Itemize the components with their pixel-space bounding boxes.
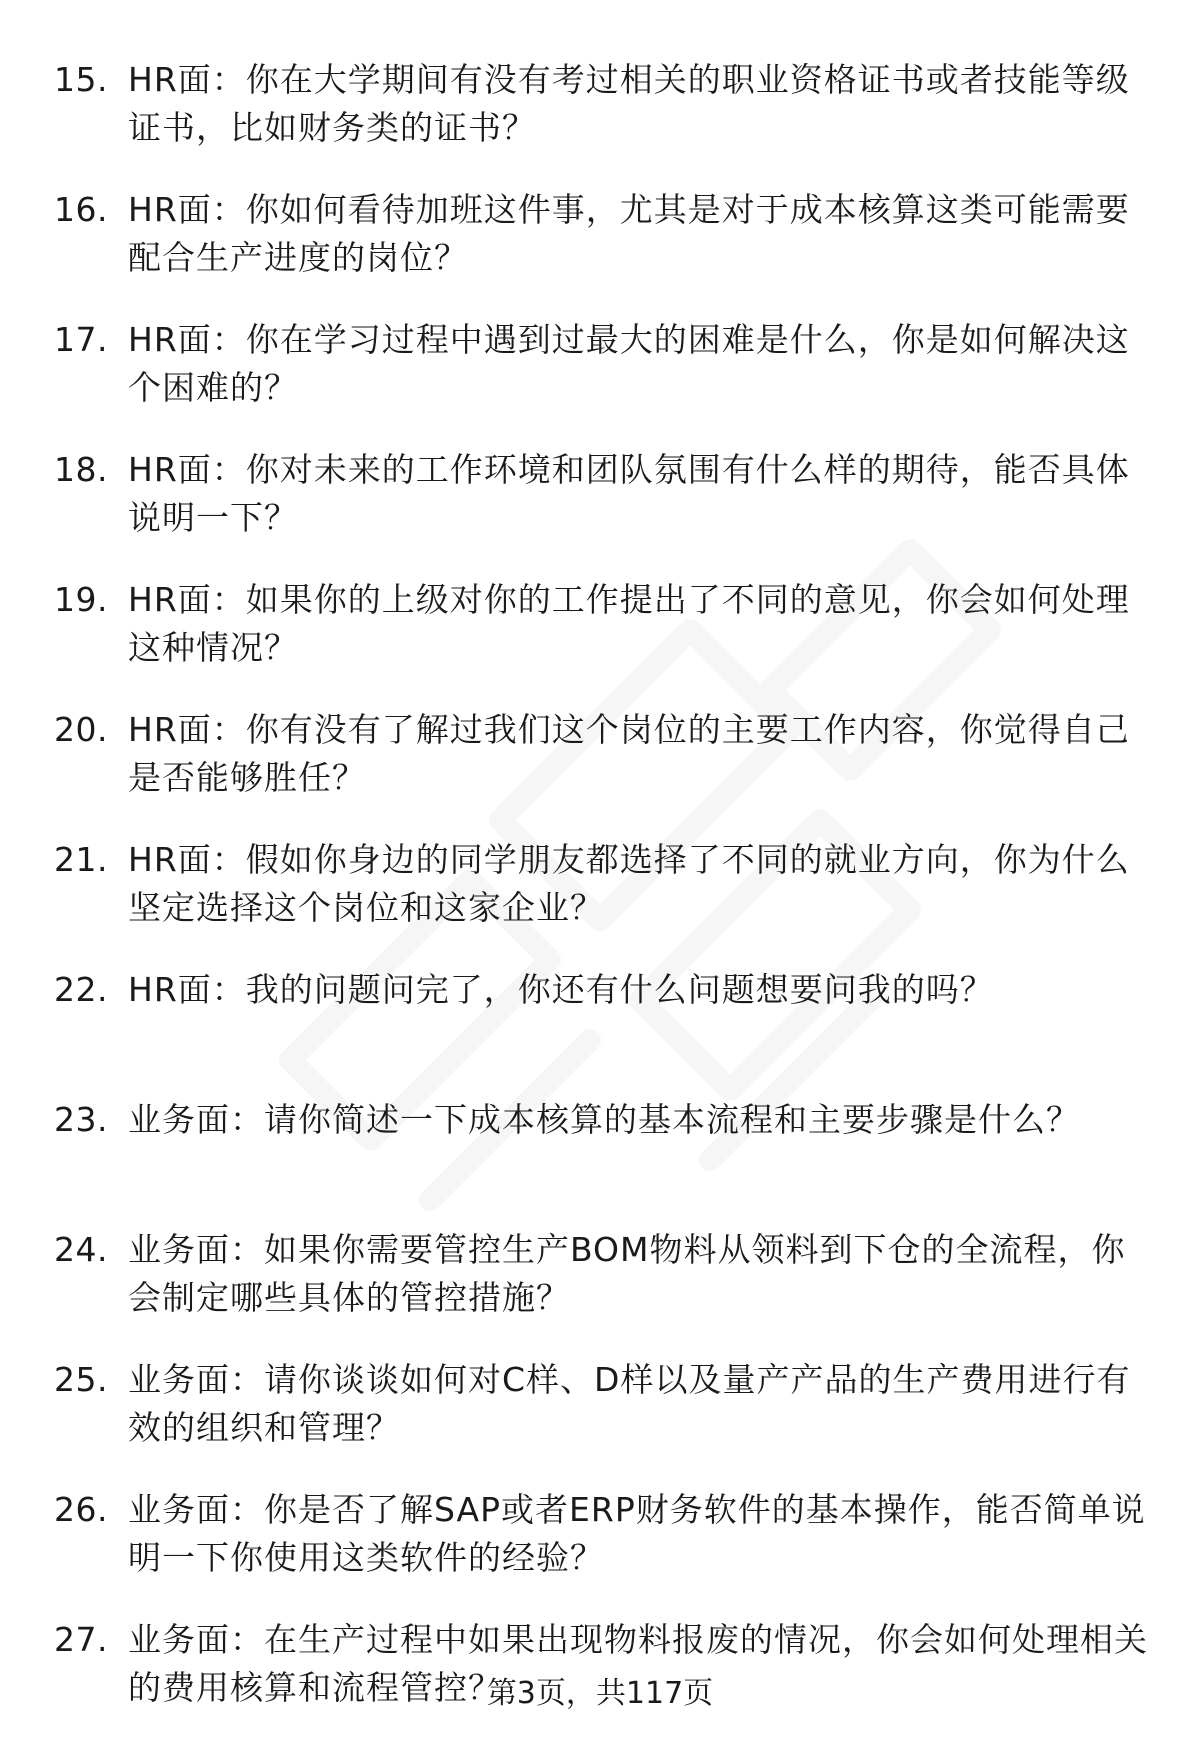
question-text: HR面：假如你身边的同学朋友都选择了不同的就业方向，你为什么坚定选择这个岗位和这家企业？ xyxy=(128,840,1130,927)
question-text: 业务面：在生产过程中如果出现物料报废的情况，你会如何处理相关的费用核算和流程管控？ xyxy=(128,1620,1148,1707)
question-number: 21. xyxy=(54,840,108,879)
question-item xyxy=(0,446,1200,576)
question-text: 业务面：请你谈谈如何对C样、D样以及量产产品的生产费用进行有效的组织和管理？ xyxy=(128,1360,1131,1447)
question-item xyxy=(0,836,1200,966)
question-item xyxy=(0,706,1200,836)
question-item xyxy=(0,186,1200,316)
question-text: 业务面：请你简述一下成本核算的基本流程和主要步骤是什么？ xyxy=(128,1100,1080,1139)
question-number: 27. xyxy=(54,1620,108,1659)
question-text: HR面：你如何看待加班这件事，尤其是对于成本核算这类可能需要配合生产进度的岗位？ xyxy=(128,190,1130,277)
question-text: HR面：如果你的上级对你的工作提出了不同的意见，你会如何处理这种情况？ xyxy=(128,580,1130,667)
question-number: 24. xyxy=(54,1230,108,1269)
question-text: 业务面：你是否了解SAP或者ERP财务软件的基本操作，能否简单说明一下你使用这类软件的经验？ xyxy=(128,1490,1146,1577)
question-text: HR面：你有没有了解过我们这个岗位的主要工作内容，你觉得自己是否能够胜任？ xyxy=(128,710,1130,797)
question-number: 26. xyxy=(54,1490,108,1529)
question-number: 22. xyxy=(54,970,108,1009)
question-item xyxy=(0,576,1200,706)
question-number: 23. xyxy=(54,1100,108,1139)
question-item xyxy=(0,966,1200,1096)
question-text: 业务面：如果你需要管控生产BOM物料从领料到下仓的全流程，你会制定哪些具体的管控措施？ xyxy=(128,1230,1126,1317)
question-text: HR面：你对未来的工作环境和团队氛围有什么样的期待，能否具体说明一下？ xyxy=(128,450,1130,537)
question-text: HR面：你在学习过程中遇到过最大的困难是什么，你是如何解决这个困难的？ xyxy=(128,320,1130,407)
page-footer: 第3页，共117页 xyxy=(486,1676,714,1711)
question-item xyxy=(0,1096,1200,1226)
question-item xyxy=(0,1486,1200,1616)
question-list xyxy=(0,56,1200,1746)
question-item xyxy=(0,56,1200,186)
question-text: HR面：你在大学期间有没有考过相关的职业资格证书或者技能等级证书，比如财务类的证书？ xyxy=(128,60,1130,147)
question-item xyxy=(0,1356,1200,1486)
question-item xyxy=(0,1226,1200,1356)
question-number: 19. xyxy=(54,580,108,619)
question-number: 20. xyxy=(54,710,108,749)
question-number: 16. xyxy=(54,190,108,229)
question-number: 15. xyxy=(54,60,108,99)
question-text: HR面：我的问题问完了，你还有什么问题想要问我的吗？ xyxy=(128,970,994,1009)
question-number: 18. xyxy=(54,450,108,489)
question-number: 25. xyxy=(54,1360,108,1399)
question-item xyxy=(0,316,1200,446)
question-number: 17. xyxy=(54,320,108,359)
